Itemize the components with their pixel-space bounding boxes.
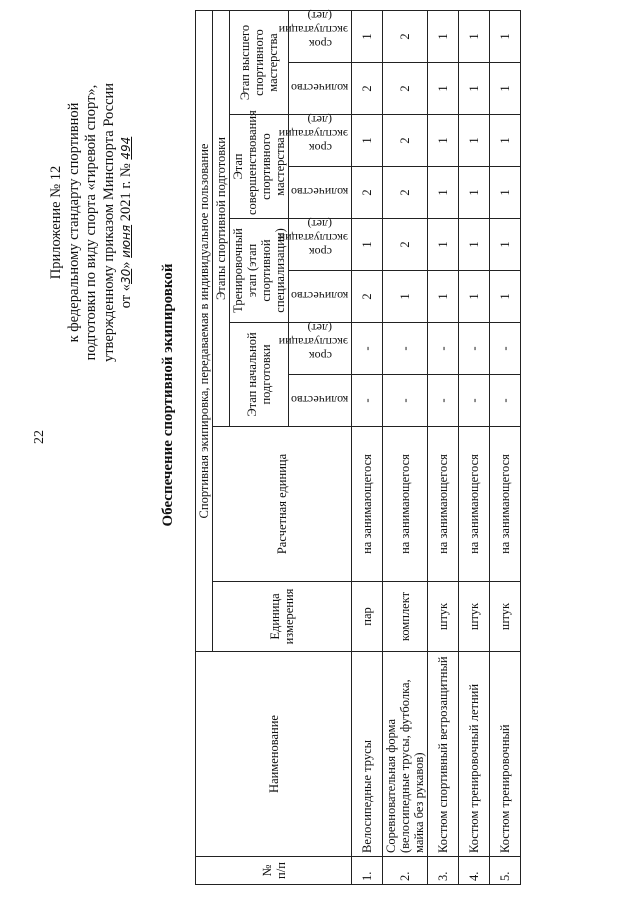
date-prefix: от « bbox=[118, 284, 134, 309]
stage-initial: Этап начальной подготовки bbox=[230, 323, 289, 427]
page-title: Обеспечение спортивной экипировкой bbox=[160, 263, 176, 527]
row-value: 2 bbox=[383, 11, 428, 63]
row-value: 2 bbox=[352, 271, 383, 323]
row-value: 1 bbox=[428, 271, 459, 323]
row-value: 1 bbox=[428, 219, 459, 271]
row-value: 1 bbox=[428, 63, 459, 115]
col-header-name: Наименование bbox=[196, 652, 352, 857]
row-value: - bbox=[352, 323, 383, 375]
row-no: 5. bbox=[490, 857, 521, 885]
col-header-unit: Единица измерения bbox=[213, 582, 352, 652]
appendix-date-line bbox=[118, 10, 136, 435]
row-value: 1 bbox=[490, 63, 521, 115]
row-unit: штук bbox=[490, 582, 521, 652]
row-value: 1 bbox=[428, 115, 459, 167]
row-value: 1 bbox=[490, 11, 521, 63]
row-value: - bbox=[428, 323, 459, 375]
col-header-calc: Расчетная единица bbox=[213, 427, 352, 582]
table-row bbox=[352, 11, 383, 885]
subheader-term: срок эксплуатации (лет) bbox=[289, 219, 352, 271]
subheader-qty: количество bbox=[289, 167, 352, 219]
row-value: - bbox=[352, 375, 383, 427]
table-row bbox=[383, 11, 428, 885]
appendix-line-2: подготовки по виду спорта «гиревой спорт», bbox=[83, 84, 99, 361]
row-value: - bbox=[490, 375, 521, 427]
row-value: 1 bbox=[490, 219, 521, 271]
row-value: 1 bbox=[352, 115, 383, 167]
table-row bbox=[428, 11, 459, 885]
page-number: 22 bbox=[32, 430, 47, 444]
subheader-term: срок эксплуатации (лет) bbox=[289, 115, 352, 167]
stage-training: Тренировочный этап (этап спортивной специализации) bbox=[230, 219, 289, 323]
equipment-table bbox=[195, 10, 521, 885]
order-number: 494 bbox=[119, 136, 133, 160]
row-value: - bbox=[383, 323, 428, 375]
row-value: 1 bbox=[428, 11, 459, 63]
row-value: 2 bbox=[383, 167, 428, 219]
row-value: 1 bbox=[459, 167, 490, 219]
table-row bbox=[459, 11, 490, 885]
appendix-number: Приложение № 12 bbox=[48, 165, 64, 280]
row-value: 1 bbox=[459, 63, 490, 115]
row-value: - bbox=[383, 375, 428, 427]
row-value: - bbox=[490, 323, 521, 375]
row-unit: штук bbox=[428, 582, 459, 652]
row-value: 2 bbox=[383, 63, 428, 115]
row-value: 2 bbox=[352, 63, 383, 115]
row-value: 1 bbox=[490, 271, 521, 323]
row-name: Костюм спортивный ветрозащитный bbox=[428, 652, 459, 857]
appendix-block bbox=[48, 10, 136, 435]
row-value: - bbox=[428, 375, 459, 427]
subheader-qty: количество bbox=[289, 375, 352, 427]
row-value: - bbox=[459, 323, 490, 375]
date-year: 2021 г. № bbox=[118, 163, 134, 222]
subheader-qty: количество bbox=[289, 271, 352, 323]
row-value: 1 bbox=[459, 271, 490, 323]
date-day: 30 bbox=[119, 268, 133, 285]
table-row bbox=[490, 11, 521, 885]
group-header: Спортивная экипировка, передаваемая в индивидуальное пользование bbox=[196, 11, 213, 652]
row-name: Велосипедные трусы bbox=[352, 652, 383, 857]
subheader-term: срок эксплуатации (лет) bbox=[289, 323, 352, 375]
row-unit: штук bbox=[459, 582, 490, 652]
row-value: 1 bbox=[459, 115, 490, 167]
row-calc: на занимающегося bbox=[383, 427, 428, 582]
row-value: 2 bbox=[383, 115, 428, 167]
row-value: 1 bbox=[459, 219, 490, 271]
stages-header: Этапы спортивной подготовки bbox=[213, 11, 230, 427]
stage-improvement: Этап совершенствования спортивного мастерства bbox=[230, 115, 289, 219]
row-no: 1. bbox=[352, 857, 383, 885]
row-value: 2 bbox=[383, 219, 428, 271]
row-no: 2. bbox=[383, 857, 428, 885]
appendix-line-3: утвержденному приказом Минспорта России bbox=[100, 82, 117, 363]
table-group-header-row bbox=[196, 11, 213, 885]
date-mid: » bbox=[118, 261, 134, 269]
row-no: 3. bbox=[428, 857, 459, 885]
row-calc: на занимающегося bbox=[490, 427, 521, 582]
row-value: 2 bbox=[352, 167, 383, 219]
col-header-no: № п/п bbox=[196, 857, 352, 885]
row-no: 4. bbox=[459, 857, 490, 885]
stage-higher: Этап высшего спортивного мастерства bbox=[230, 11, 289, 115]
row-name: Костюм тренировочный bbox=[490, 652, 521, 857]
row-unit: пар bbox=[352, 582, 383, 652]
row-unit: комплект bbox=[383, 582, 428, 652]
row-value: 1 bbox=[352, 219, 383, 271]
row-calc: на занимающегося bbox=[428, 427, 459, 582]
row-value: 1 bbox=[428, 167, 459, 219]
subheader-term: срок эксплуатации (лет) bbox=[289, 11, 352, 63]
row-value: 1 bbox=[383, 271, 428, 323]
row-value: - bbox=[459, 375, 490, 427]
row-calc: на занимающегося bbox=[459, 427, 490, 582]
row-name: Соревновательная форма (велосипедные трусы, футболка, майка без рукавов) bbox=[383, 652, 428, 857]
row-value: 1 bbox=[490, 167, 521, 219]
subheader-qty: количество bbox=[289, 63, 352, 115]
row-value: 1 bbox=[352, 11, 383, 63]
appendix-line-1: к федеральному стандарту спортивной bbox=[65, 102, 82, 343]
row-value: 1 bbox=[490, 115, 521, 167]
row-calc: на занимающегося bbox=[352, 427, 383, 582]
row-name: Костюм тренировочный летний bbox=[459, 652, 490, 857]
row-value: 1 bbox=[459, 11, 490, 63]
date-month: июня bbox=[119, 224, 133, 258]
